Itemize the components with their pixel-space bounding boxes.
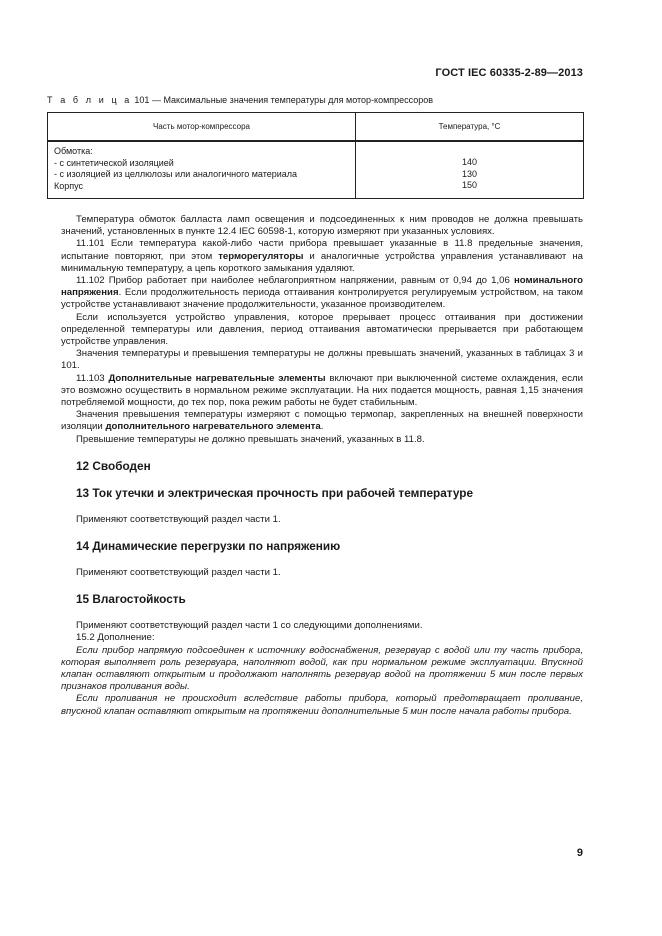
table-cell-line: Обмотка: [54,146,93,156]
section-15-2-label: 15.2 Дополнение: [76,632,155,644]
table-col-header-part: Часть мотор-компрессора [48,113,356,142]
paragraph-11-103: 11.103 Дополнительные нагревательные элементы включают при выключенной системе охлаждения, если это возможно осуществить в нормальном режиме эксплуатации. На них подается мощность, равная 1,15 значения потребляемой мощности, до тех пор, пока режим работы не будет стабильным. [61,372,583,409]
paragraph: Превышение температуры не должно превышать значений, указанных в 11.8. [76,433,425,445]
table-caption-label: Т а б л и ц а [47,95,132,105]
paragraph-11-102: 11.102 Прибор работает при наиболее неблагоприятном напряжении, равным от 0,94 до 1,06 номинального напряжения. Если продолжительность периода оттаивания контролируется регулируемым устройством, на таком устройстве устанавливают значение продолжительности, указанное производителем. [61,275,583,311]
section-15-text: Применяют соответствующий раздел части 1 со следующими дополнениями. [76,620,423,632]
table-header-row [48,113,584,142]
table-cell-line: - с изоляцией из целлюлозы или аналогичного материала [54,169,298,179]
document-body [61,214,583,718]
table-cell-line: - с синтетической изоляцией [54,157,174,168]
table-col-header-temperature: Температура, °С [356,113,584,142]
table-cell-value: 140 [461,157,478,167]
paragraph: Значения температуры и превышения температуры не должны превышать значений, указанных в таблицах 3 и 101. [61,348,583,372]
paragraph: Температура обмоток балласта ламп освещения и подсоединенных к ним проводов не должна превышать значений, установленных в пункте 12.4 IEC 60598-1, которую измеряют при указанных условиях. [61,214,583,238]
table-caption-text: 101 — Максимальные значения температуры для мотор-компрессоров [134,95,434,105]
paragraph-11-101: 11.101 Если температура какой-либо части прибора превышает указанные в 11.8 предельные значения, испытание повторяют, при этом терморегуляторы и аналогичные устройства управления устанавливают на минимальную температуру, а цепь короткого замыкания удаляют. [61,238,583,274]
table-cell-line: Корпус [54,180,84,191]
section-15-2-italic-2: Если проливания не происходит вследствие работы прибора, который предотвращает проливание, впускной клапан оставляют открытым на протяжении дополнительные 5 мин после начала работы прибора. [61,693,583,717]
table-cell-value: 150 [461,180,478,190]
table-caption [47,95,433,105]
paragraph: Если используется устройство управления, которое прерывает процесс оттаивания при достижении определенной температуры или давления, период оттаивания автоматически прерывается при работающем устройстве управления. [61,311,583,348]
page-number: 9 [576,847,583,859]
section-15-2-italic-1: Если прибор напрямую подсоединен к источнику водоснабжения, резервуар с водой или ту часть прибора, которая выполняет роль резервуара, наполняют водой, как при нормальном режиме эксплуатации. Впускной клапан оставляют открытым и продолжают наполнять резервуар водой на протяжении 5 мин после первых признаков проливания воды. [61,644,583,693]
section-heading-12: 12 Свободен [76,458,151,473]
paragraph: Значения превышения температуры измеряют с помощью термопар, закрепленных на внешней поверхности изоляции дополнительного нагревательного элемента. [61,409,583,433]
document-header: ГОСТ IEC 60335-2-89—2013 [435,67,583,79]
section-heading-14: 14 Динамические перегрузки по напряжению [76,539,341,554]
table-cell-value: 130 [461,168,478,179]
section-13-text: Применяют соответствующий раздел части 1. [76,513,281,525]
table-row [48,141,584,199]
temperature-table [47,112,584,199]
section-14-text: Применяют соответствующий раздел части 1. [76,567,281,579]
table-cell-parts [48,141,356,199]
section-heading-15: 15 Влагостойкость [76,592,186,607]
section-heading-13: 13 Ток утечки и электрическая прочность при рабочей температуре [76,485,474,500]
table-cell-temperatures [356,141,584,199]
